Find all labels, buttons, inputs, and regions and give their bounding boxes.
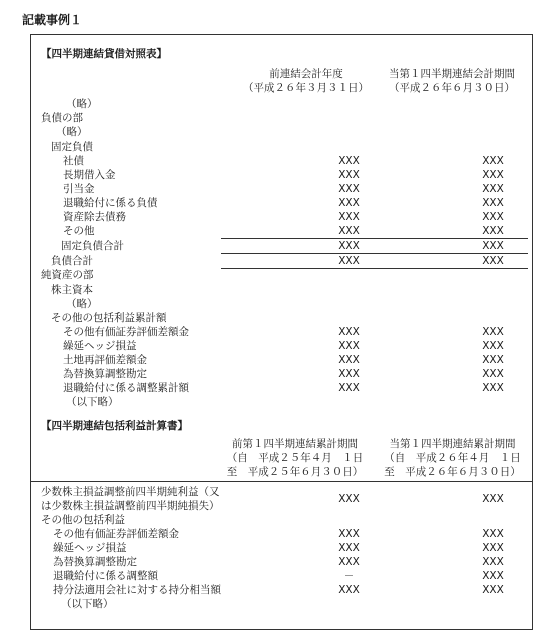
pl-row-value-1: XXX [338, 556, 360, 568]
bs-row-label: 負債合計 [51, 255, 93, 267]
bs-row-label: 負債の部 [41, 112, 83, 124]
bs-row-value-1: XXX [338, 255, 360, 267]
header-rule [31, 481, 532, 482]
pl-row-value-1: XXX [338, 542, 360, 554]
pl-row-value-1: － [343, 570, 355, 582]
pl-row-value-1: XXX [338, 528, 360, 540]
pl-row-label: その他の包括利益 [41, 514, 125, 526]
bs-row-value-2: XXX [482, 354, 504, 366]
pl-row-label: は少数株主損益調整前四半期純損失） [41, 500, 220, 512]
bs-row-label: 資産除去債務 [63, 211, 126, 223]
bs-col2-header [377, 67, 527, 95]
bs-row-value-1: XXX [338, 340, 360, 352]
pl-col2-header [376, 437, 529, 479]
bs-col1-header-line2: （平成２６年３月３１日） [243, 82, 369, 94]
bs-row-value-1: XXX [338, 183, 360, 195]
bs-row-value-1: XXX [338, 326, 360, 338]
total-rule [221, 268, 528, 269]
bs-row-value-2: XXX [482, 155, 504, 167]
bs-row-label: 土地再評価差額金 [63, 354, 147, 366]
bs-row-value-1: XXX [338, 169, 360, 181]
pl-row-value-1: XXX [338, 584, 360, 596]
bs-row-label: （略） [66, 98, 98, 110]
bs-row-value-1: XXX [338, 354, 360, 366]
bs-row-label: 社債 [63, 155, 84, 167]
pl-row-value-1: XXX [338, 493, 360, 505]
bs-row-value-2: XXX [482, 368, 504, 380]
bs-row-value-2: XXX [482, 340, 504, 352]
pl-row-value-2: XXX [482, 493, 504, 505]
pl-row-value-2: XXX [482, 556, 504, 568]
pl-row-label: 持分法適用会社に対する持分相当額 [53, 584, 221, 596]
document-frame [30, 34, 533, 630]
pl-row-label: 退職給付に係る調整額 [53, 570, 158, 582]
pl-row-value-2: XXX [482, 542, 504, 554]
bs-row-value-1: XXX [338, 382, 360, 394]
bs-row-label: （略） [56, 126, 88, 138]
pl-row-label: 少数株主損益調整前四半期純利益（又 [41, 486, 220, 498]
bs-row-label: 固定負債合計 [61, 240, 124, 252]
bs-row-value-1: XXX [338, 368, 360, 380]
bs-section-title: 【四半期連結貸借対照表】 [41, 48, 167, 60]
pl-section-title: 【四半期連結包括利益計算書】 [41, 420, 188, 432]
bs-row-label: （略） [66, 298, 98, 310]
bs-row-value-2: XXX [482, 382, 504, 394]
bs-row-label: 株主資本 [51, 284, 93, 296]
pl-row-label: （以下略） [61, 598, 114, 610]
bs-col1-header [241, 67, 371, 95]
bs-row-value-1: XXX [338, 211, 360, 223]
bs-row-value-1: XXX [338, 240, 360, 252]
pl-col2-header-line1: 当第１四半期連結累計期間 [389, 438, 516, 450]
page-title: 記載事例１ [22, 13, 83, 27]
pl-col1-header-line3: 至 平成２５年６月３０日） [226, 466, 364, 478]
pl-row-value-2: XXX [482, 528, 504, 540]
pl-row-value-2: XXX [482, 570, 504, 582]
bs-row-label: 退職給付に係る調整累計額 [63, 382, 189, 394]
bs-row-label: （以下略） [66, 396, 119, 408]
bs-row-label: 引当金 [63, 183, 95, 195]
bs-row-value-2: XXX [482, 326, 504, 338]
bs-row-value-1: XXX [338, 155, 360, 167]
bs-row-label: 固定負債 [51, 141, 93, 153]
pl-col1-header [221, 437, 369, 479]
pl-col2-header-line3: 至 平成２６年６月３０日） [384, 466, 521, 478]
bs-row-value-2: XXX [482, 225, 504, 237]
pl-row-value-2: XXX [482, 584, 504, 596]
bs-row-label: 退職給付に係る負債 [63, 197, 158, 209]
bs-row-label: その他 [63, 225, 95, 237]
pl-col1-header-line2: （自 平成２５年４月 １日 [226, 452, 364, 464]
bs-row-value-2: XXX [482, 183, 504, 195]
bs-col2-header-line2: （平成２６年６月３０日） [389, 82, 515, 94]
bs-col1-header-line1: 前連結会計年度 [269, 68, 343, 80]
bs-row-value-2: XXX [482, 255, 504, 267]
bs-col2-header-line1: 当第１四半期連結会計期間 [389, 68, 515, 80]
bs-row-value-2: XXX [482, 211, 504, 223]
bs-row-value-2: XXX [482, 197, 504, 209]
bs-row-label: 為替換算調整勘定 [63, 368, 147, 380]
bs-row-value-1: XXX [338, 225, 360, 237]
pl-row-label: 繰延ヘッジ損益 [53, 542, 127, 554]
pl-row-label: 為替換算調整勘定 [53, 556, 137, 568]
bs-row-label: その他有価証券評価差額金 [63, 326, 189, 338]
pl-col2-header-line2: （自 平成２６年４月 １日 [384, 452, 521, 464]
bs-row-label: 純資産の部 [41, 269, 94, 281]
bs-row-label: その他の包括利益累計額 [51, 312, 167, 324]
bs-row-label: 繰延ヘッジ損益 [63, 340, 137, 352]
pl-row-label: その他有価証券評価差額金 [53, 528, 179, 540]
bs-row-value-2: XXX [482, 240, 504, 252]
pl-col1-header-line1: 前第１四半期連結累計期間 [232, 438, 358, 450]
bs-row-label: 長期借入金 [63, 169, 116, 181]
bs-row-value-2: XXX [482, 169, 504, 181]
bs-row-value-1: XXX [338, 197, 360, 209]
